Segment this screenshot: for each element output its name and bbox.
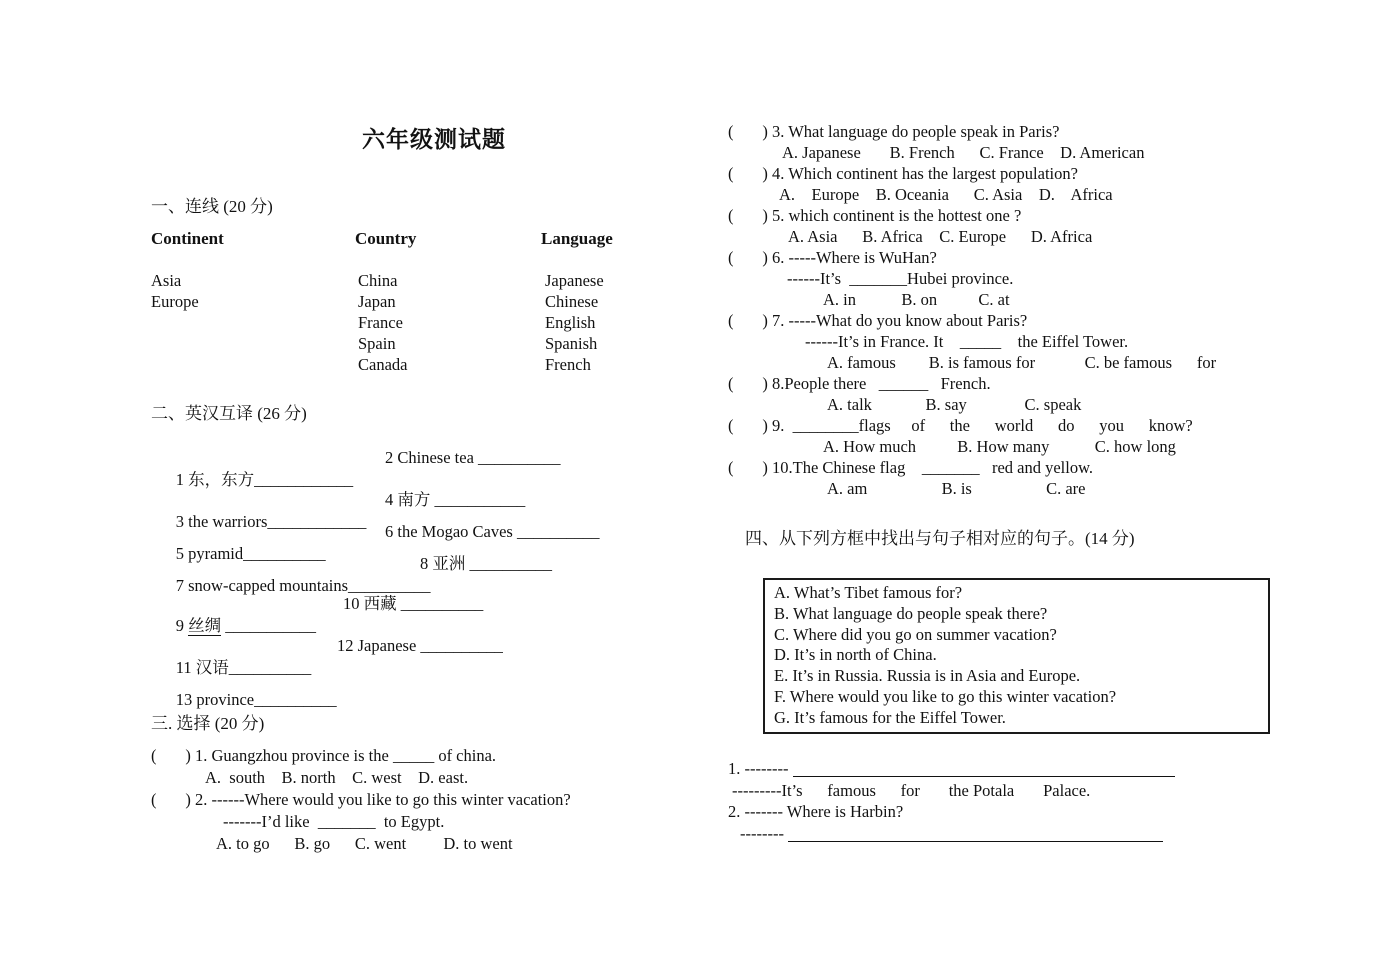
fill-answer-1: [732, 780, 1090, 801]
answer-blank-line: [793, 762, 1175, 777]
spacer: [355, 249, 541, 270]
question-line: ( ) 4. Which continent has the largest population?: [728, 164, 1078, 183]
section4-heading: 四、从下列方框中找出与句子相对应的句子。(14 分): [745, 529, 1135, 548]
translation-item: 2 Chinese tea __________: [385, 448, 561, 467]
translation-item: 6 the Mogao Caves __________: [385, 522, 600, 541]
question-line: ( ) 6. -----Where is WuHan?: [728, 248, 937, 267]
match-item: Canada: [358, 355, 408, 374]
spacer: [541, 249, 717, 270]
options-line: A. am B. is C. are: [827, 479, 1086, 498]
translation-item: 8 亚洲 __________: [420, 554, 552, 573]
section3-heading: 三. 选择 (20 分): [151, 714, 265, 733]
fill-line: [740, 823, 1163, 844]
answer-option: B. What language do people speak there?: [774, 603, 1048, 623]
match-header-continent: Continent: [151, 229, 224, 248]
fill-answer-2: [740, 823, 1163, 844]
match-column-continent: [151, 228, 355, 375]
translation-item: 11 汉语__________: [175, 658, 312, 677]
fill-prompt: 1. --------: [728, 759, 793, 778]
fill-question-1: [728, 758, 1175, 779]
underlined-word: 丝绸: [188, 616, 222, 635]
options-line: A. south B. north C. west D. east.: [205, 768, 469, 787]
answer-blank-line: [788, 827, 1163, 842]
match-column-country: [355, 228, 541, 375]
options-line: A. talk B. say C. speak: [827, 395, 1082, 414]
item-number: 9: [175, 616, 189, 635]
options-line: A. in B. on C. at: [823, 290, 1010, 309]
answer-option: D. It’s in north of China.: [774, 645, 937, 665]
translation-item: 10 西藏 __________: [343, 594, 484, 613]
fill-dash: --------: [740, 824, 789, 843]
translation-item: 12 Japanese __________: [337, 636, 503, 655]
match-item: Japan: [358, 292, 396, 311]
section1-heading: 一、连线 (20 分): [151, 197, 273, 216]
match-header-country: Country: [355, 229, 417, 248]
choice-questions-left: [151, 745, 741, 855]
match-column-language: [541, 228, 717, 375]
translation-item: 5 pyramid__________: [175, 544, 326, 563]
page-title: 六年级测试题: [362, 126, 506, 152]
translation-item: 7 snow-capped mountains__________: [175, 576, 431, 595]
answer-option: C. Where did you go on summer vacation?: [774, 624, 1057, 644]
translation-item: 13 province__________: [175, 690, 337, 709]
translation-item: 1 东，东方____________: [175, 470, 354, 489]
spacer: [151, 249, 355, 270]
answer-option: E. It’s in Russia. Russia is in Asia and Europe.: [774, 666, 1081, 686]
section2-heading: 二、英汉互译 (26 分): [151, 404, 307, 423]
question-line: ( ) 9. ________flags of the world do you know?: [728, 416, 1193, 435]
question-line: ( ) 2. ------Where would you like to go this winter vacation?: [151, 790, 571, 809]
answer-line: ------It’s in France. It _____ the Eiffel Tower.: [805, 332, 1129, 351]
options-line: A. Asia B. Africa C. Europe D. Africa: [788, 227, 1093, 246]
match-item: English: [545, 313, 596, 332]
translation-item: [176, 616, 316, 636]
answer-option: F. Where would you like to go this winter vacation?: [774, 686, 1117, 706]
match-header-language: Language: [541, 229, 613, 248]
options-line: A. How much B. How many C. how long: [823, 437, 1176, 456]
options-line: A. famous B. is famous for C. be famous for: [827, 353, 1217, 372]
question-line: ( ) 3. What language do people speak in Paris?: [728, 122, 1060, 141]
question-line: ( ) 7. -----What do you know about Paris?: [728, 311, 1028, 330]
matching-exercise: [151, 228, 717, 375]
answer-line: -------I’d like _______ to Egypt.: [223, 812, 445, 831]
match-item: Chinese: [545, 292, 599, 311]
match-item: French: [545, 355, 591, 374]
translation-item: 3 the warriors____________: [175, 512, 367, 531]
choice-questions-right: [728, 121, 1328, 499]
options-line: A. to go B. go C. went D. to went: [216, 834, 513, 853]
translation-item: 4 南方 ___________: [385, 490, 526, 509]
match-item: Europe: [151, 292, 199, 311]
answer-options-box: [763, 578, 1270, 734]
fill-line: [728, 758, 1175, 779]
match-item: Asia: [151, 271, 182, 290]
question-line: ( ) 5. which continent is the hottest one ?: [728, 206, 1022, 225]
answer-option: G. It’s famous for the Eiffel Tower.: [774, 707, 1006, 727]
answer-option: A. What’s Tibet famous for?: [774, 583, 963, 602]
fill-question-2: [728, 801, 903, 822]
match-item: Spanish: [545, 334, 598, 353]
translation-exercise: [151, 447, 751, 709]
fill-prompt: 2. ------- Where is Harbin?: [728, 802, 904, 821]
options-line: A. Japanese B. French C. France D. American: [782, 143, 1145, 162]
fill-answer-text: ---------It’s famous for the Potala Palace.: [732, 781, 1091, 800]
question-line: ( ) 1. Guangzhou province is the _____ of china.: [151, 746, 497, 765]
answer-blank: ___________: [221, 616, 316, 635]
question-line: ( ) 8.People there ______ French.: [728, 374, 991, 393]
match-item: Japanese: [545, 271, 604, 290]
match-item: France: [358, 313, 403, 332]
options-line: A. Europe B. Oceania C. Asia D. Africa: [779, 185, 1113, 204]
answer-line: ------It’s _______Hubei province.: [787, 269, 1014, 288]
question-line: ( ) 10.The Chinese flag _______ red and yellow.: [728, 458, 1094, 477]
match-item: China: [358, 271, 398, 290]
match-item: Spain: [358, 334, 396, 353]
